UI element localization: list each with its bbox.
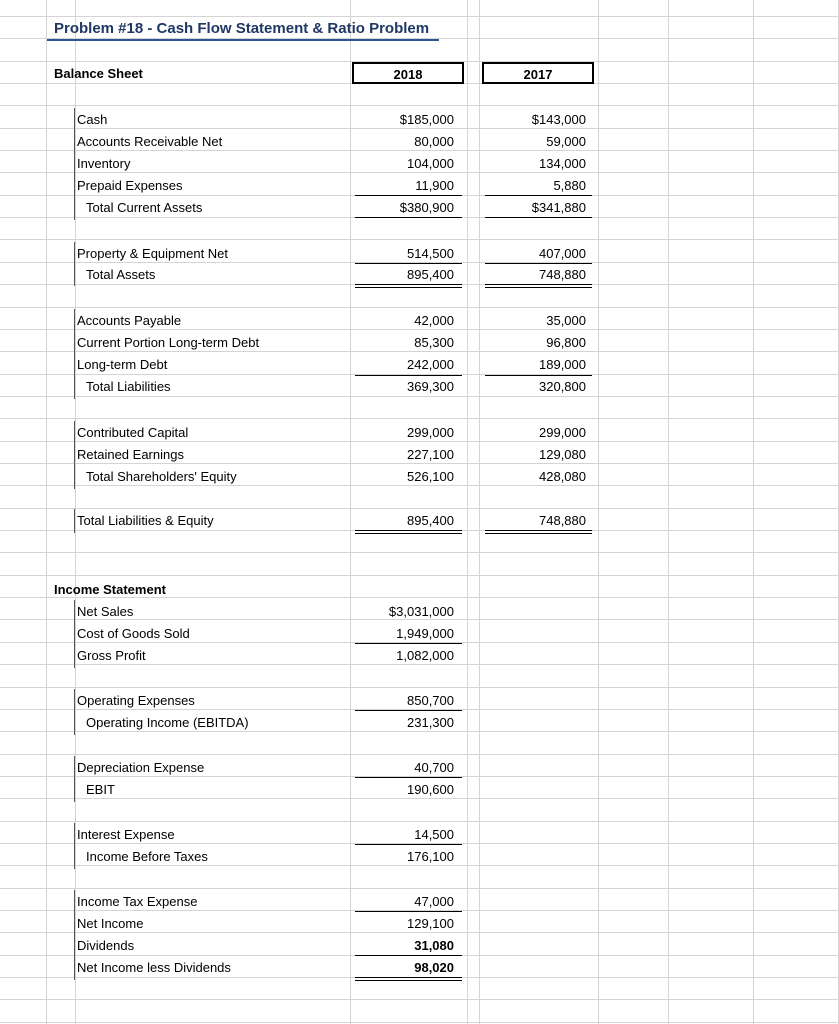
bs-2018-total-current-assets[interactable]: $380,900 xyxy=(399,200,454,215)
bs-2018-inventory[interactable]: 104,000 xyxy=(407,156,454,171)
is-value-income-tax[interactable]: 47,000 xyxy=(414,894,454,909)
year-header-2018[interactable]: 2018 xyxy=(352,62,464,84)
label-group-border xyxy=(74,421,75,489)
is-value-net-income[interactable]: 129,100 xyxy=(407,916,454,931)
subtotal-underline xyxy=(355,375,462,376)
bs-2018-cash[interactable]: $185,000 xyxy=(399,112,454,127)
bs-2017-accounts-payable[interactable]: 35,000 xyxy=(546,313,586,328)
subtotal-underline xyxy=(355,777,462,778)
subtotal-underline xyxy=(355,844,462,845)
is-value-interest-expense[interactable]: 14,500 xyxy=(414,827,454,842)
double-underline xyxy=(485,284,592,288)
grid-column-line xyxy=(46,0,47,1024)
bs-2017-contributed-capital[interactable]: 299,000 xyxy=(539,425,586,440)
grid-row-line xyxy=(0,105,839,106)
grid-row-line xyxy=(0,575,839,576)
is-value-operating-income[interactable]: 231,300 xyxy=(407,715,454,730)
grid-row-line xyxy=(0,754,839,755)
bs-2017-prepaid-expenses[interactable]: 5,880 xyxy=(553,178,586,193)
label-group-border xyxy=(74,600,75,668)
balance-sheet-heading[interactable]: Balance Sheet xyxy=(54,66,143,81)
bs-label-long-term-debt[interactable]: Long-term Debt xyxy=(77,357,168,372)
is-value-net-sales[interactable]: $3,031,000 xyxy=(388,604,454,619)
is-value-cogs[interactable]: 1,949,000 xyxy=(396,626,454,641)
grid-row-line xyxy=(0,731,839,732)
subtotal-underline xyxy=(485,263,592,264)
is-value-operating-expenses[interactable]: 850,700 xyxy=(407,693,454,708)
grid-row-line xyxy=(0,463,839,464)
bs-2017-current-portion-ltd[interactable]: 96,800 xyxy=(546,335,586,350)
grid-column-line xyxy=(479,0,480,1024)
subtotal-underline xyxy=(355,643,462,644)
double-underline xyxy=(485,530,592,534)
grid-row-line xyxy=(0,664,839,665)
bs-label-total-current-assets[interactable]: Total Current Assets xyxy=(86,200,203,215)
label-group-border xyxy=(74,509,75,533)
is-value-income-before-taxes[interactable]: 176,100 xyxy=(407,849,454,864)
subtotal-underline xyxy=(485,195,592,196)
grid-row-line xyxy=(0,239,839,240)
is-label-operating-expenses[interactable]: Operating Expenses xyxy=(77,693,195,708)
is-value-ebit[interactable]: 190,600 xyxy=(407,782,454,797)
grid-column-line xyxy=(350,0,351,1024)
bs-2018-accounts-payable[interactable]: 42,000 xyxy=(414,313,454,328)
is-value-gross-profit[interactable]: 1,082,000 xyxy=(396,648,454,663)
grid-row-line xyxy=(0,307,839,308)
label-group-border xyxy=(74,242,75,286)
is-label-gross-profit[interactable]: Gross Profit xyxy=(77,648,146,663)
bs-label-total-liabilities-equity[interactable]: Total Liabilities & Equity xyxy=(77,513,214,528)
grid-row-line xyxy=(0,932,839,933)
bs-label-accounts-payable[interactable]: Accounts Payable xyxy=(77,313,182,328)
subtotal-underline xyxy=(355,263,462,264)
grid-column-line xyxy=(668,0,669,1024)
bs-2018-accounts-receivable[interactable]: 80,000 xyxy=(414,134,454,149)
bs-2018-property-equipment[interactable]: 514,500 xyxy=(407,246,454,261)
label-group-border xyxy=(74,309,75,399)
grid-row-line xyxy=(0,999,839,1000)
grid-row-line xyxy=(0,821,839,822)
bs-2018-current-portion-ltd[interactable]: 85,300 xyxy=(414,335,454,350)
grid-column-line xyxy=(598,0,599,1024)
bs-2017-property-equipment[interactable]: 407,000 xyxy=(539,246,586,261)
is-value-depreciation[interactable]: 40,700 xyxy=(414,760,454,775)
bs-2017-total-liabilities[interactable]: 320,800 xyxy=(539,379,586,394)
subtotal-underline xyxy=(485,375,592,376)
double-underline xyxy=(355,284,462,288)
grid-row-line xyxy=(0,351,839,352)
grid-row-line xyxy=(0,888,839,889)
is-label-income-tax[interactable]: Income Tax Expense xyxy=(77,894,198,909)
bs-label-retained-earnings[interactable]: Retained Earnings xyxy=(77,447,184,462)
income-statement-heading[interactable]: Income Statement xyxy=(54,582,166,597)
bs-2018-long-term-debt[interactable]: 242,000 xyxy=(407,357,454,372)
bs-label-prepaid-expenses[interactable]: Prepaid Expenses xyxy=(77,178,183,193)
grid-row-line xyxy=(0,172,839,173)
is-label-ebit[interactable]: EBIT xyxy=(86,782,115,797)
is-label-net-income-less-dividends[interactable]: Net Income less Dividends xyxy=(77,960,231,975)
grid-row-line xyxy=(0,687,839,688)
bs-2017-total-assets[interactable]: 748,880 xyxy=(539,267,586,282)
bs-2017-total-current-assets[interactable]: $341,880 xyxy=(531,200,586,215)
total-underline xyxy=(355,217,462,218)
label-group-border xyxy=(74,689,75,735)
grid-row-line xyxy=(0,552,839,553)
is-label-net-income[interactable]: Net Income xyxy=(77,916,144,931)
is-label-operating-income[interactable]: Operating Income (EBITDA) xyxy=(86,715,249,730)
label-group-border xyxy=(74,756,75,802)
bs-label-contributed-capital[interactable]: Contributed Capital xyxy=(77,425,189,440)
bs-2018-retained-earnings[interactable]: 227,100 xyxy=(407,447,454,462)
grid-row-line xyxy=(0,865,839,866)
bs-2017-total-equity[interactable]: 428,080 xyxy=(539,469,586,484)
is-label-interest-expense[interactable]: Interest Expense xyxy=(77,827,175,842)
double-underline xyxy=(355,530,462,534)
is-label-dividends[interactable]: Dividends xyxy=(77,938,135,953)
is-value-net-income-less-dividends[interactable]: 98,020 xyxy=(414,960,454,975)
is-value-dividends[interactable]: 31,080 xyxy=(414,938,454,953)
is-label-income-before-taxes[interactable]: Income Before Taxes xyxy=(86,849,208,864)
grid-row-line xyxy=(0,798,839,799)
label-group-border xyxy=(74,823,75,869)
is-label-cogs[interactable]: Cost of Goods Sold xyxy=(77,626,190,641)
bs-label-current-portion-ltd[interactable]: Current Portion Long-term Debt xyxy=(77,335,260,350)
is-label-net-sales[interactable]: Net Sales xyxy=(77,604,134,619)
grid-row-line xyxy=(0,396,839,397)
subtotal-underline xyxy=(355,911,462,912)
bs-label-inventory[interactable]: Inventory xyxy=(77,156,131,171)
subtotal-underline xyxy=(355,955,462,956)
bs-label-total-assets[interactable]: Total Assets xyxy=(86,267,156,282)
bs-2018-total-liabilities[interactable]: 369,300 xyxy=(407,379,454,394)
bs-2017-long-term-debt[interactable]: 189,000 xyxy=(539,357,586,372)
grid-column-line xyxy=(75,0,76,1024)
label-group-border xyxy=(74,890,75,980)
double-underline xyxy=(355,977,462,981)
bs-2018-prepaid-expenses[interactable]: 11,900 xyxy=(415,178,454,193)
grid-row-line xyxy=(0,150,839,151)
grid-column-line xyxy=(467,0,468,1024)
subtotal-underline xyxy=(355,195,462,196)
total-underline xyxy=(485,217,592,218)
bs-2018-contributed-capital[interactable]: 299,000 xyxy=(407,425,454,440)
grid-row-line xyxy=(0,485,839,486)
bs-2018-total-liabilities-equity[interactable]: 895,400 xyxy=(407,513,454,528)
subtotal-underline xyxy=(355,710,462,711)
grid-row-line xyxy=(0,441,839,442)
bs-label-cash[interactable]: Cash xyxy=(77,112,108,127)
bs-2017-inventory[interactable]: 134,000 xyxy=(539,156,586,171)
bs-label-total-liabilities[interactable]: Total Liabilities xyxy=(86,379,171,394)
grid-column-line xyxy=(753,0,754,1024)
bs-2017-accounts-receivable[interactable]: 59,000 xyxy=(546,134,586,149)
grid-row-line xyxy=(0,508,839,509)
bs-2018-total-assets[interactable]: 895,400 xyxy=(407,267,454,282)
bs-2018-total-equity[interactable]: 526,100 xyxy=(407,469,454,484)
bs-label-total-equity[interactable]: Total Shareholders' Equity xyxy=(86,469,237,484)
is-label-depreciation[interactable]: Depreciation Expense xyxy=(77,760,205,775)
label-group-border xyxy=(74,108,75,220)
grid-row-line xyxy=(0,329,839,330)
bs-2017-total-liabilities-equity[interactable]: 748,880 xyxy=(539,513,586,528)
bs-label-property-equipment[interactable]: Property & Equipment Net xyxy=(77,246,229,261)
grid-row-line xyxy=(0,1022,839,1023)
bs-label-accounts-receivable[interactable]: Accounts Receivable Net xyxy=(77,134,223,149)
year-header-2017[interactable]: 2017 xyxy=(482,62,594,84)
bs-2017-cash[interactable]: $143,000 xyxy=(531,112,586,127)
grid-row-line xyxy=(0,128,839,129)
sheet-title[interactable]: Problem #18 - Cash Flow Statement & Ratio Problem xyxy=(54,20,430,37)
grid-row-line xyxy=(0,418,839,419)
bs-2017-retained-earnings[interactable]: 129,080 xyxy=(539,447,586,462)
